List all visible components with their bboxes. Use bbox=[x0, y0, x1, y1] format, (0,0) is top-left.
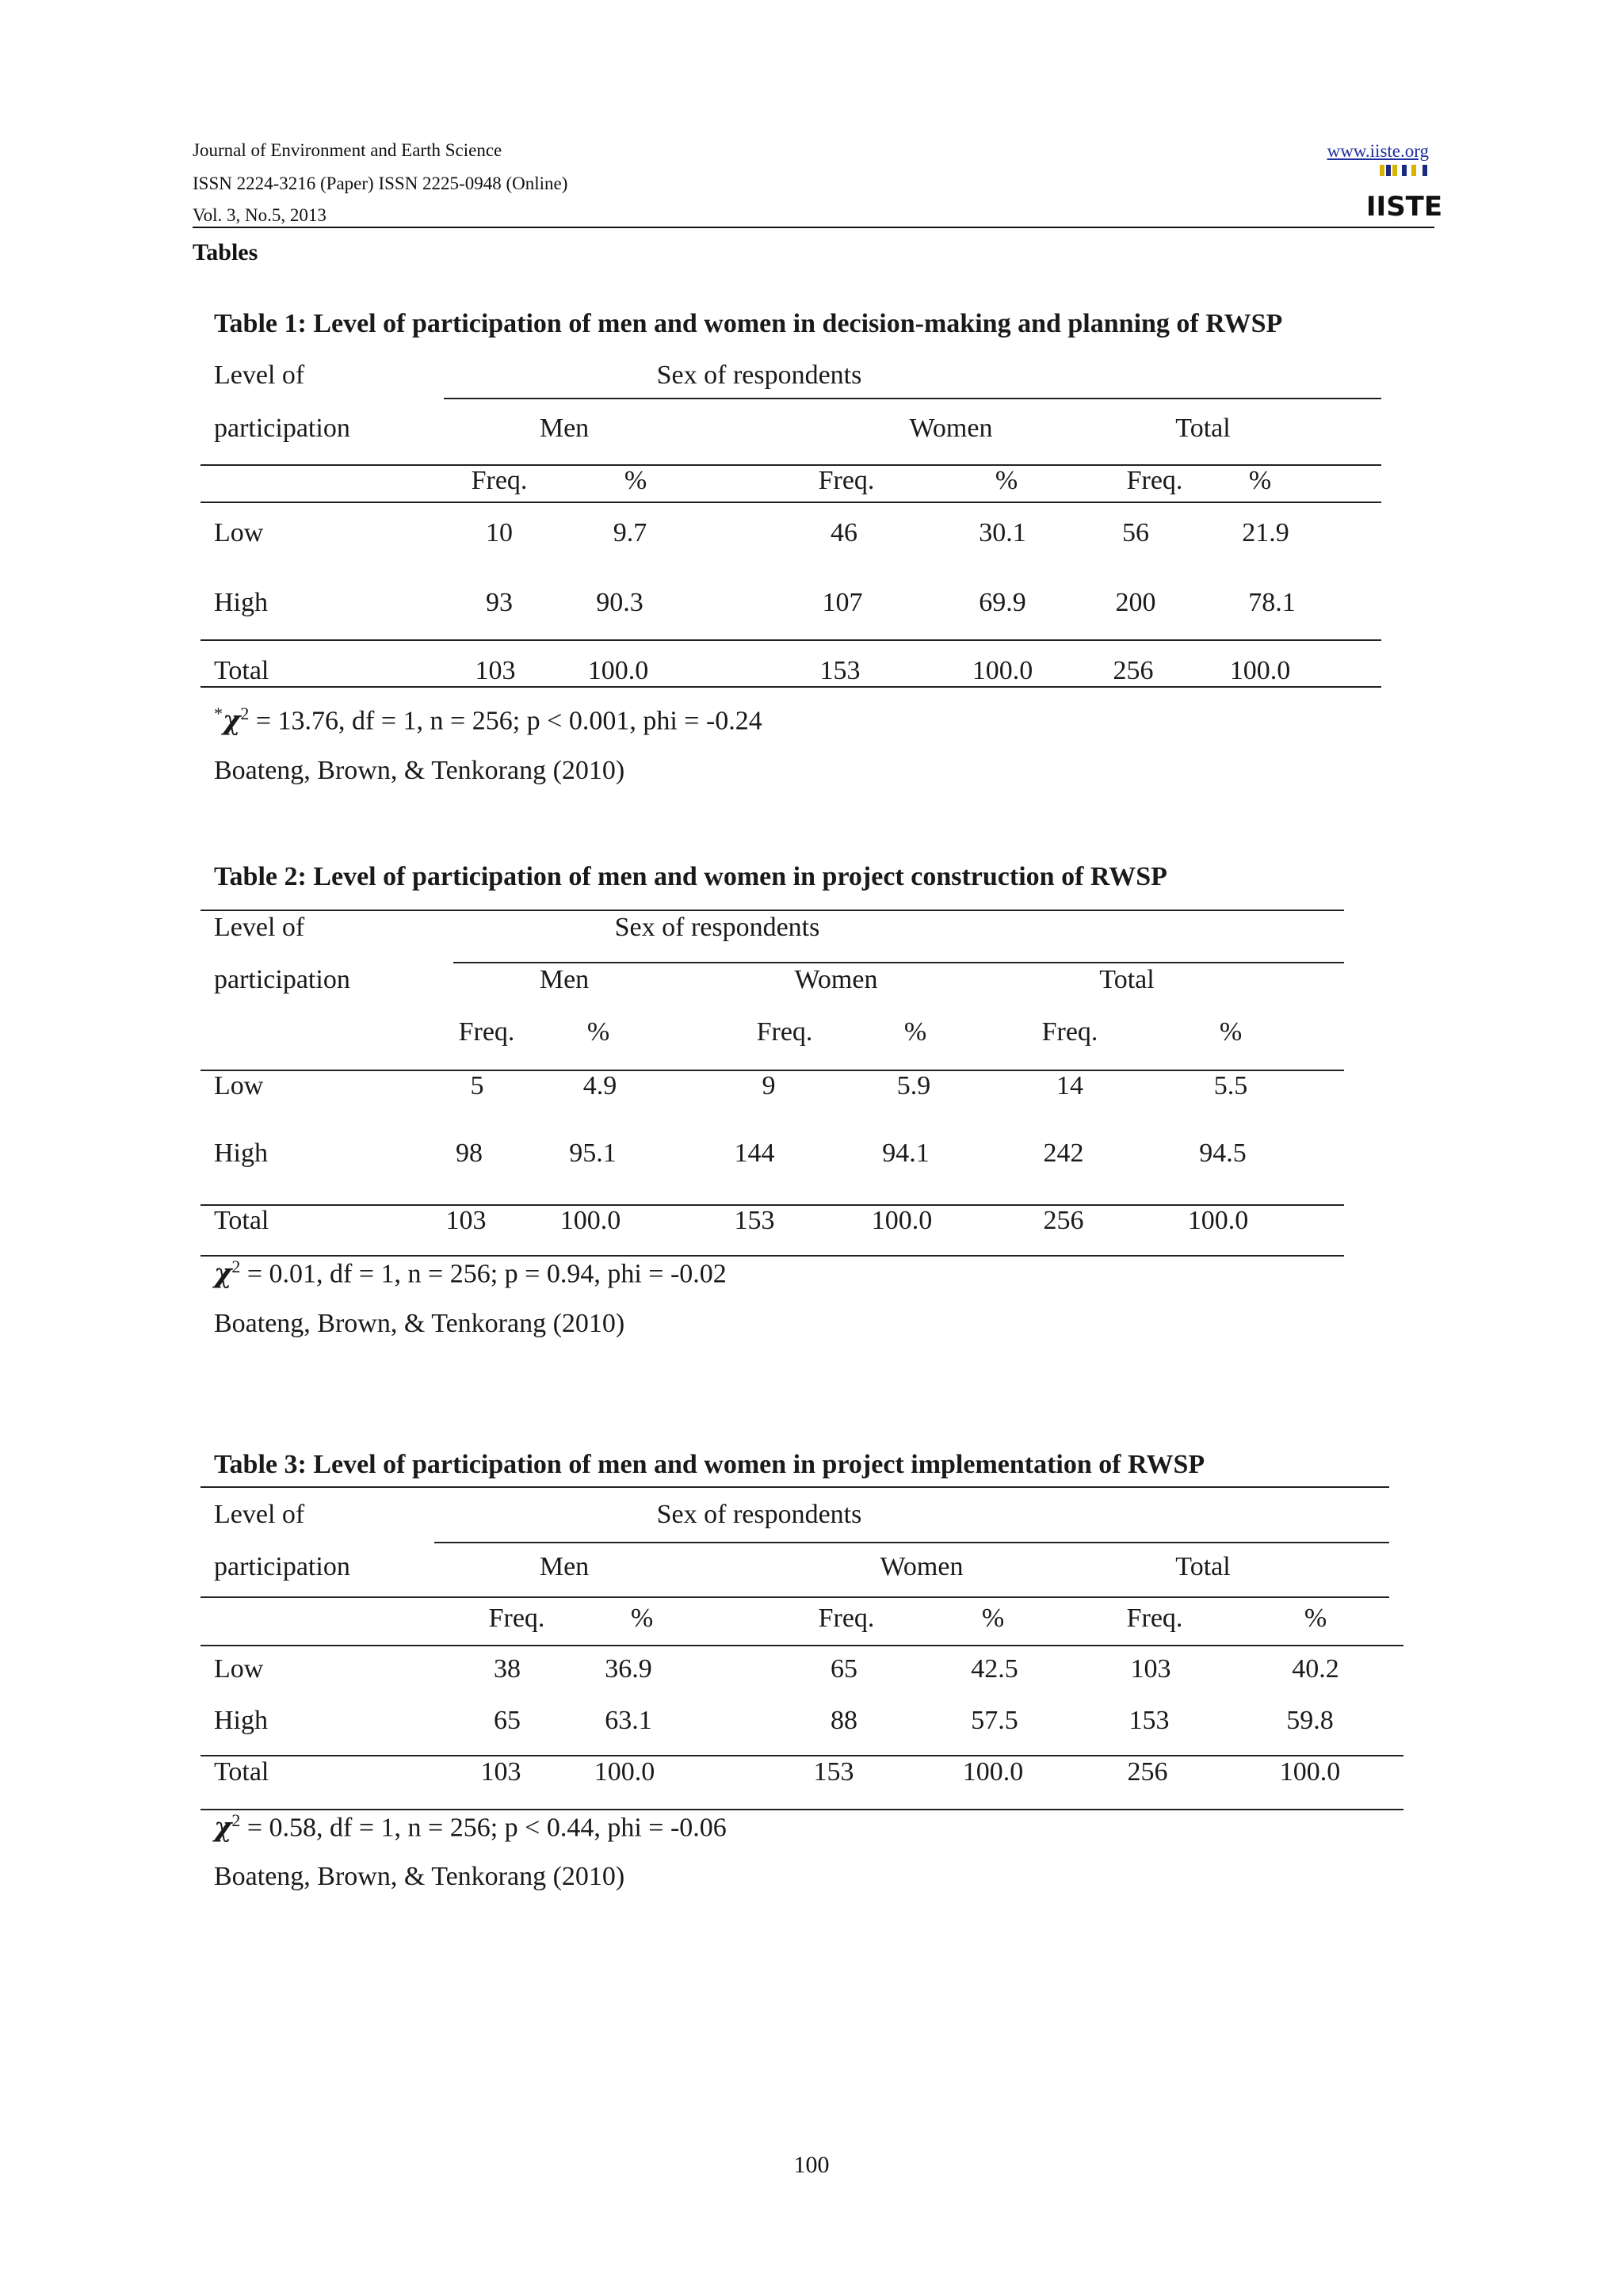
row-label: Low bbox=[214, 1071, 264, 1100]
column-header: % bbox=[903, 1017, 927, 1047]
logo-text: IISTE bbox=[1365, 191, 1443, 223]
website-link[interactable]: www.iiste.org bbox=[1327, 141, 1429, 161]
table-source: Boateng, Brown, & Tenkorang (2010) bbox=[214, 756, 625, 785]
row-header: Level of bbox=[214, 360, 305, 390]
table-rule bbox=[200, 1486, 1389, 1488]
table-cell: 98 bbox=[456, 1138, 483, 1168]
table-note: $^*\chi^2 = 13.76$, df = 1, n = 256; p < 0.001, phi = -0.24 bbox=[214, 704, 762, 737]
table-title: Table 1: Level of participation of men and women in decision-making and planning of RWSP bbox=[214, 309, 1283, 338]
table-cell: 107 bbox=[822, 588, 863, 617]
table-cell: 40.2 bbox=[1292, 1654, 1339, 1684]
row-label: High bbox=[214, 1706, 268, 1735]
row-label: High bbox=[214, 588, 268, 617]
table-cell: 38 bbox=[494, 1654, 521, 1684]
table-title: Table 3: Level of participation of men and women in project implementation of RWSP bbox=[214, 1450, 1205, 1479]
table-cell: 59.8 bbox=[1286, 1706, 1334, 1735]
column-header: % bbox=[624, 466, 647, 495]
row-label: Total bbox=[214, 1206, 269, 1235]
column-header: % bbox=[1248, 466, 1272, 495]
table-cell: 65 bbox=[494, 1706, 521, 1735]
table-cell: 65 bbox=[831, 1654, 857, 1684]
journal-volume: Vol. 3, No.5, 2013 bbox=[193, 205, 327, 225]
table-cell: 100.0 bbox=[871, 1206, 933, 1235]
table-rule bbox=[200, 686, 1381, 688]
column-group: Men bbox=[539, 1552, 590, 1581]
column-group: Total bbox=[1175, 414, 1231, 443]
table-cell: 5 bbox=[470, 1071, 484, 1100]
column-header: Freq. bbox=[1126, 466, 1183, 495]
table-cell: 10 bbox=[486, 518, 513, 547]
journal-issn: ISSN 2224-3216 (Paper) ISSN 2225-0948 (Online) bbox=[193, 174, 568, 193]
table-rule bbox=[200, 464, 1381, 466]
table-cell: 21.9 bbox=[1242, 518, 1289, 547]
table-cell: 103 bbox=[1130, 1654, 1171, 1684]
table-cell: 100.0 bbox=[594, 1757, 655, 1787]
row-label: Total bbox=[214, 656, 269, 685]
column-group: Total bbox=[1099, 965, 1155, 994]
column-header: Freq. bbox=[488, 1604, 545, 1633]
group-header: Sex of respondents bbox=[656, 1500, 862, 1529]
column-header: % bbox=[630, 1604, 654, 1633]
table-cell: 153 bbox=[1128, 1706, 1170, 1735]
column-header: Freq. bbox=[818, 1604, 875, 1633]
table-cell: 5.9 bbox=[896, 1071, 931, 1100]
column-header: % bbox=[981, 1604, 1005, 1633]
table-cell: 103 bbox=[475, 656, 516, 685]
column-group: Women bbox=[909, 414, 993, 443]
table-cell: 90.3 bbox=[596, 588, 643, 617]
column-header: % bbox=[995, 466, 1018, 495]
table-cell: 100.0 bbox=[587, 656, 649, 685]
header-rule bbox=[193, 227, 1434, 228]
table-cell: 30.1 bbox=[979, 518, 1026, 547]
table-source: Boateng, Brown, & Tenkorang (2010) bbox=[214, 1862, 625, 1891]
iiste-logo bbox=[1365, 163, 1443, 223]
table-cell: 144 bbox=[734, 1138, 775, 1168]
table-source: Boateng, Brown, & Tenkorang (2010) bbox=[214, 1309, 625, 1338]
table-cell: 100.0 bbox=[972, 656, 1033, 685]
table-note: $\chi^2 = 0.01$, df = 1, n = 256; p = 0.94, phi = -0.02 bbox=[214, 1257, 727, 1290]
row-label: Low bbox=[214, 1654, 264, 1684]
table-title: Table 2: Level of participation of men and women in project construction of RWSP bbox=[214, 862, 1167, 891]
column-header: % bbox=[586, 1017, 610, 1047]
table-rule bbox=[453, 962, 1344, 963]
table-rule bbox=[444, 398, 1381, 399]
table-cell: 42.5 bbox=[971, 1654, 1018, 1684]
table-cell: 256 bbox=[1127, 1757, 1168, 1787]
table-cell: 9 bbox=[762, 1071, 776, 1100]
table-rule bbox=[434, 1542, 1389, 1543]
table-cell: 153 bbox=[819, 656, 861, 685]
table-rule bbox=[200, 1596, 1389, 1598]
table-cell: 4.9 bbox=[582, 1071, 617, 1100]
row-header: participation bbox=[214, 965, 350, 994]
table-cell: 46 bbox=[831, 518, 857, 547]
table-cell: 100.0 bbox=[559, 1206, 621, 1235]
table-cell: 95.1 bbox=[569, 1138, 617, 1168]
column-group: Men bbox=[539, 414, 590, 443]
row-header: participation bbox=[214, 1552, 350, 1581]
column-group: Total bbox=[1175, 1552, 1231, 1581]
group-header: Sex of respondents bbox=[656, 360, 862, 390]
column-group: Women bbox=[880, 1552, 964, 1581]
column-header: Freq. bbox=[1041, 1017, 1098, 1047]
table-rule bbox=[200, 639, 1381, 641]
column-header: % bbox=[1304, 1604, 1327, 1633]
table-cell: 153 bbox=[813, 1757, 854, 1787]
table-cell: 100.0 bbox=[962, 1757, 1024, 1787]
section-title: Tables bbox=[193, 239, 258, 265]
table-cell: 200 bbox=[1115, 588, 1156, 617]
table-cell: 9.7 bbox=[613, 518, 647, 547]
table-cell: 56 bbox=[1122, 518, 1149, 547]
column-header: Freq. bbox=[756, 1017, 813, 1047]
table-cell: 100.0 bbox=[1187, 1206, 1249, 1235]
table-rule bbox=[200, 1755, 1403, 1756]
table-cell: 153 bbox=[734, 1206, 775, 1235]
table-cell: 256 bbox=[1113, 656, 1154, 685]
table-cell: 93 bbox=[486, 588, 513, 617]
column-group: Men bbox=[539, 965, 590, 994]
table-rule bbox=[200, 910, 1344, 911]
table-cell: 100.0 bbox=[1279, 1757, 1341, 1787]
column-header: Freq. bbox=[1126, 1604, 1183, 1633]
column-header: Freq. bbox=[818, 466, 875, 495]
row-header: participation bbox=[214, 414, 350, 443]
table-cell: 88 bbox=[831, 1706, 857, 1735]
table-cell: 94.5 bbox=[1199, 1138, 1247, 1168]
page-number: 100 bbox=[793, 2152, 830, 2178]
column-header: Freq. bbox=[458, 1017, 515, 1047]
table-cell: 5.5 bbox=[1213, 1071, 1248, 1100]
table-cell: 78.1 bbox=[1248, 588, 1296, 617]
table-cell: 256 bbox=[1043, 1206, 1084, 1235]
row-header: Level of bbox=[214, 1500, 305, 1529]
column-group: Women bbox=[794, 965, 878, 994]
column-header: Freq. bbox=[471, 466, 528, 495]
table-cell: 242 bbox=[1043, 1138, 1084, 1168]
journal-name: Journal of Environment and Earth Science bbox=[193, 140, 502, 160]
table-cell: 69.9 bbox=[979, 588, 1026, 617]
table-cell: 36.9 bbox=[605, 1654, 652, 1684]
row-label: High bbox=[214, 1138, 268, 1168]
table-cell: 103 bbox=[445, 1206, 487, 1235]
table-cell: 103 bbox=[480, 1757, 521, 1787]
table-cell: 100.0 bbox=[1229, 656, 1291, 685]
table-note: $\chi^2 = 0.58$, df = 1, n = 256; p < 0.44, phi = -0.06 bbox=[214, 1810, 727, 1844]
row-header: Level of bbox=[214, 913, 305, 942]
table-cell: 14 bbox=[1056, 1071, 1083, 1100]
table-cell: 63.1 bbox=[605, 1706, 652, 1735]
row-label: Low bbox=[214, 518, 264, 547]
row-label: Total bbox=[214, 1757, 269, 1787]
table-cell: 57.5 bbox=[971, 1706, 1018, 1735]
column-header: % bbox=[1219, 1017, 1243, 1047]
table-cell: 94.1 bbox=[882, 1138, 930, 1168]
table-rule bbox=[200, 502, 1381, 503]
table-rule bbox=[200, 1645, 1403, 1646]
group-header: Sex of respondents bbox=[614, 913, 820, 942]
